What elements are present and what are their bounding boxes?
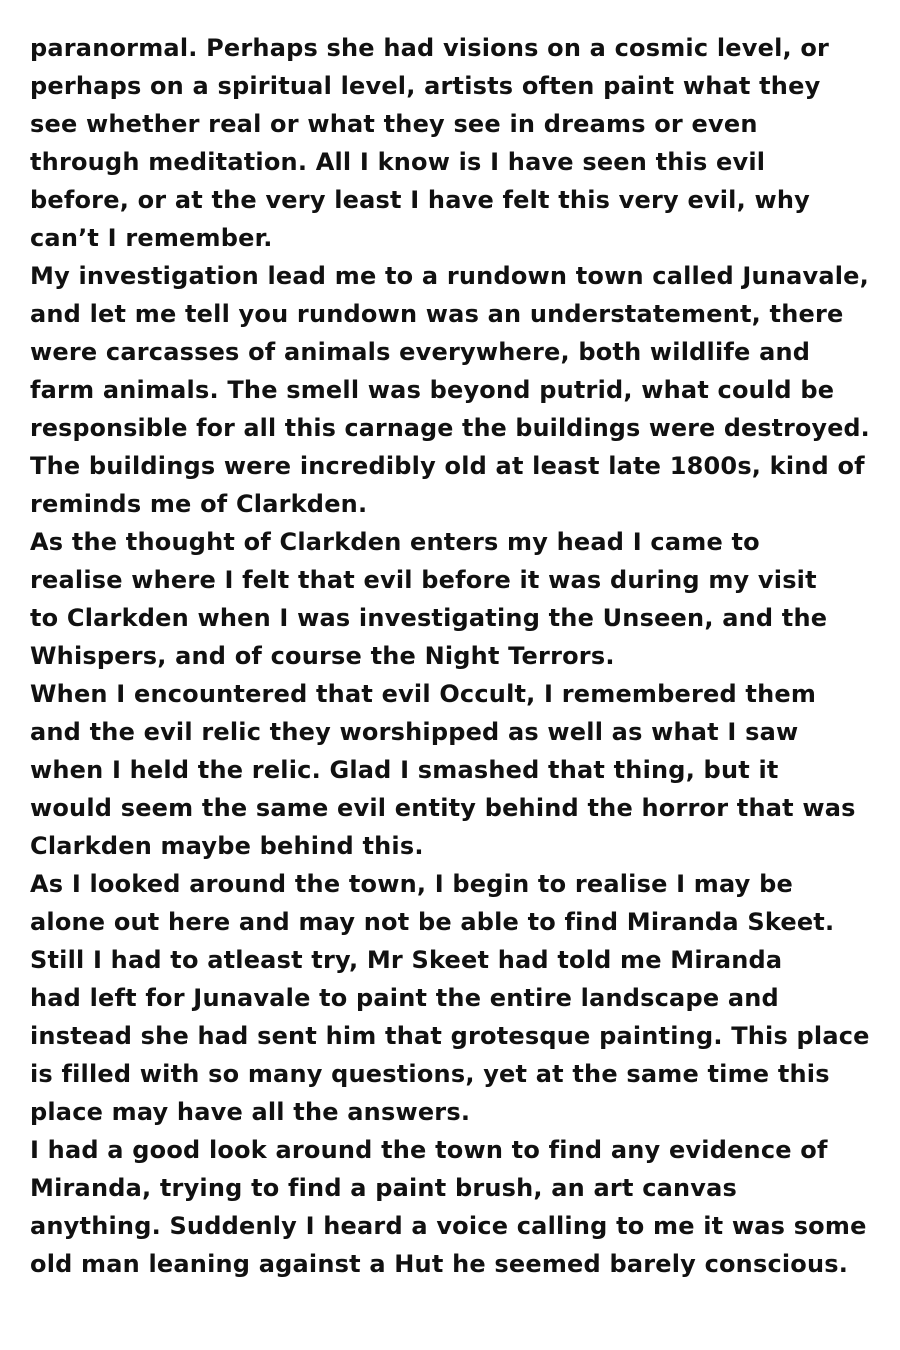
- text-line: and let me tell you rundown was an understatement, there: [30, 300, 844, 328]
- text-line: farm animals. The smell was beyond putrid, what could be: [30, 376, 835, 404]
- text-line: realise where I felt that evil before it was during my visit: [30, 566, 817, 594]
- text-line: As the thought of Clarkden enters my head I came to: [30, 528, 760, 556]
- text-line: As I looked around the town, I begin to realise I may be: [30, 870, 793, 898]
- text-line: anything. Suddenly I heard a voice calling to me it was some: [30, 1212, 867, 1240]
- text-line: responsible for all this carnage the buildings were destroyed.: [30, 414, 870, 442]
- text-line: Clarkden maybe behind this.: [30, 832, 424, 860]
- text-line: place may have all the answers.: [30, 1098, 471, 1126]
- text-line: When I encountered that evil Occult, I remembered them: [30, 680, 817, 708]
- text-line: had left for Junavale to paint the entire landscape and: [30, 984, 779, 1012]
- text-line: reminds me of Clarkden.: [30, 490, 368, 518]
- text-line: is filled with so many questions, yet at the same time this: [30, 1060, 830, 1088]
- text-line: were carcasses of animals everywhere, both wildlife and: [30, 338, 811, 366]
- text-line: and the evil relic they worshipped as well as what I saw: [30, 718, 799, 746]
- text-line: Miranda, trying to find a paint brush, an art canvas: [30, 1174, 738, 1202]
- text-line: instead she had sent him that grotesque painting. This place: [30, 1022, 870, 1050]
- document-body: [30, 29, 870, 1283]
- text-line: see whether real or what they see in dreams or even: [30, 110, 758, 138]
- text-line: alone out here and may not be able to find Miranda Skeet.: [30, 908, 835, 936]
- text-line: Still I had to atleast try, Mr Skeet had told me Miranda: [30, 946, 783, 974]
- text-line: would seem the same evil entity behind the horror that was: [30, 794, 856, 822]
- text-line: I had a good look around the town to find any evidence of: [30, 1136, 828, 1164]
- text-line: Whispers, and of course the Night Terrors.: [30, 642, 615, 670]
- text-line: The buildings were incredibly old at least late 1800s, kind of: [30, 452, 865, 480]
- text-line: when I held the relic. Glad I smashed that thing, but it: [30, 756, 779, 784]
- text-line: before, or at the very least I have felt this very evil, why: [30, 186, 810, 214]
- text-line: My investigation lead me to a rundown town called Junavale,: [30, 262, 869, 290]
- text-line: to Clarkden when I was investigating the Unseen, and the: [30, 604, 828, 632]
- text-line: through meditation. All I know is I have seen this evil: [30, 148, 766, 176]
- text-line: old man leaning against a Hut he seemed barely conscious.: [30, 1250, 849, 1278]
- text-line: paranormal. Perhaps she had visions on a cosmic level, or: [30, 34, 830, 62]
- text-line: perhaps on a spiritual level, artists often paint what they: [30, 72, 821, 100]
- text-line: can’t I remember.: [30, 224, 273, 252]
